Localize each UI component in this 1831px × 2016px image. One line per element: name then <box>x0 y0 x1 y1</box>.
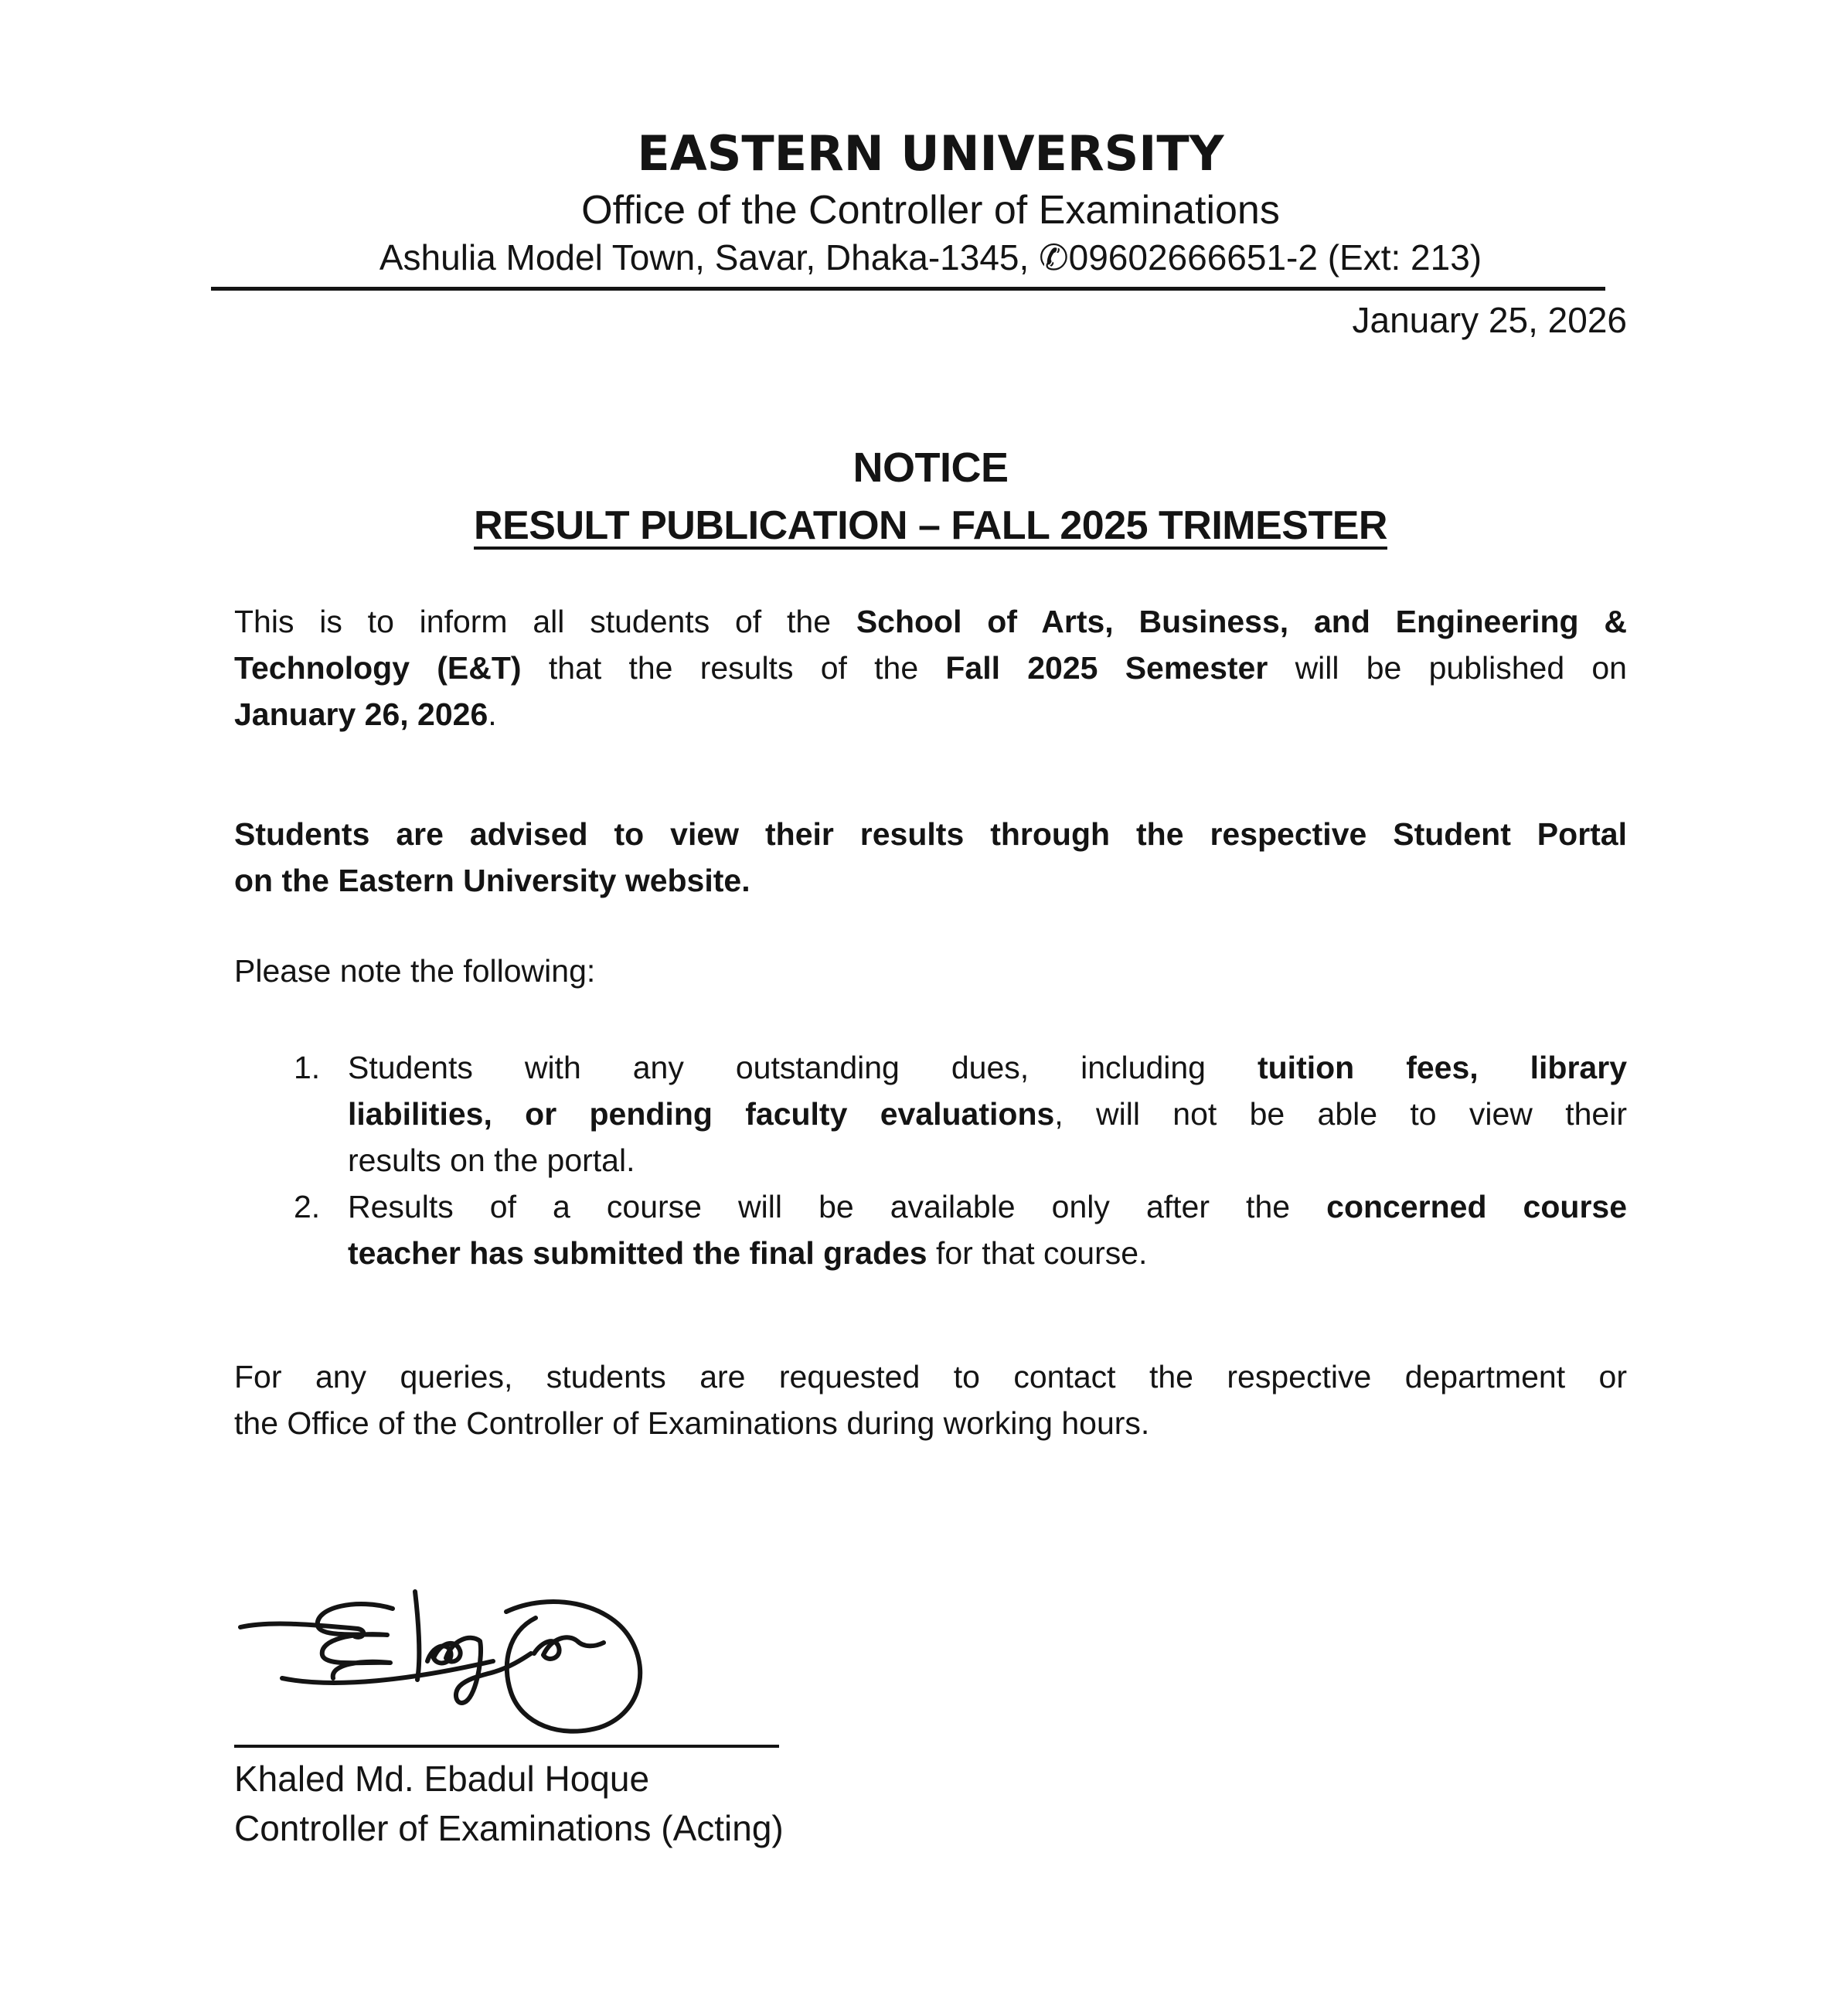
text-line: liabilities, or pending faculty evaluations, will not be able to view their <box>348 1096 1627 1132</box>
text-line: Students with any outstanding dues, including tuition fees, library <box>348 1050 1627 1085</box>
list-item <box>234 1044 1627 1183</box>
text-line: Results of a course will be available only after the concerned course <box>348 1189 1628 1224</box>
paragraph-publication-info <box>234 598 1627 737</box>
text-line: on the Eastern University website. <box>234 863 750 898</box>
list-item <box>234 1183 1627 1276</box>
notes-list <box>234 1044 1627 1276</box>
text-line: For any queries, students are requested to contact the respective department or <box>234 1359 1627 1395</box>
text-line: results on the portal. <box>348 1143 635 1178</box>
text-line: Students are advised to view their results through the respective Student Portal <box>234 816 1627 852</box>
text-line: Please note the following: <box>234 953 596 989</box>
notice-heading: NOTICE <box>853 444 1009 491</box>
office-name: Office of the Controller of Examinations <box>581 188 1280 233</box>
signatory-title: Controller of Examinations (Acting) <box>234 1808 784 1848</box>
text-line: Technology (E&T) that the results of the Fall 2025 Semester will be published on <box>234 650 1627 686</box>
paragraph-queries-contact <box>234 1354 1627 1446</box>
signature-image <box>234 1585 667 1740</box>
list-item-number: 1. <box>294 1050 321 1085</box>
document-date: January 25, 2026 <box>1352 300 1627 340</box>
list-item-text <box>348 1044 1627 1183</box>
signature-underline <box>234 1745 779 1748</box>
document-content <box>234 0 1627 1853</box>
text-line: January 26, 2026. <box>234 696 497 732</box>
text-line: teacher has submitted the final grades for that course. <box>348 1235 1148 1271</box>
address-line: Ashulia Model Town, Savar, Dhaka-1345, ✆09602666651-2 (Ext: 213) <box>379 237 1482 278</box>
list-item-text <box>348 1183 1627 1276</box>
notice-subject-heading: RESULT PUBLICATION – FALL 2025 TRIMESTER <box>474 503 1387 548</box>
university-name: EASTERN UNIVERSITY <box>637 125 1224 182</box>
text-line: the Office of the Controller of Examinations during working hours. <box>234 1405 1150 1441</box>
paragraph-portal-advice <box>234 811 1627 904</box>
list-item-number: 2. <box>294 1189 321 1224</box>
text-line: This is to inform all students of the School of Arts, Business, and Engineering & <box>234 604 1627 639</box>
header-divider <box>211 287 1605 291</box>
signatory-block <box>234 1754 1627 1853</box>
signatory-name: Khaled Md. Ebadul Hoque <box>234 1759 650 1799</box>
paragraph-note-intro <box>234 948 1627 994</box>
